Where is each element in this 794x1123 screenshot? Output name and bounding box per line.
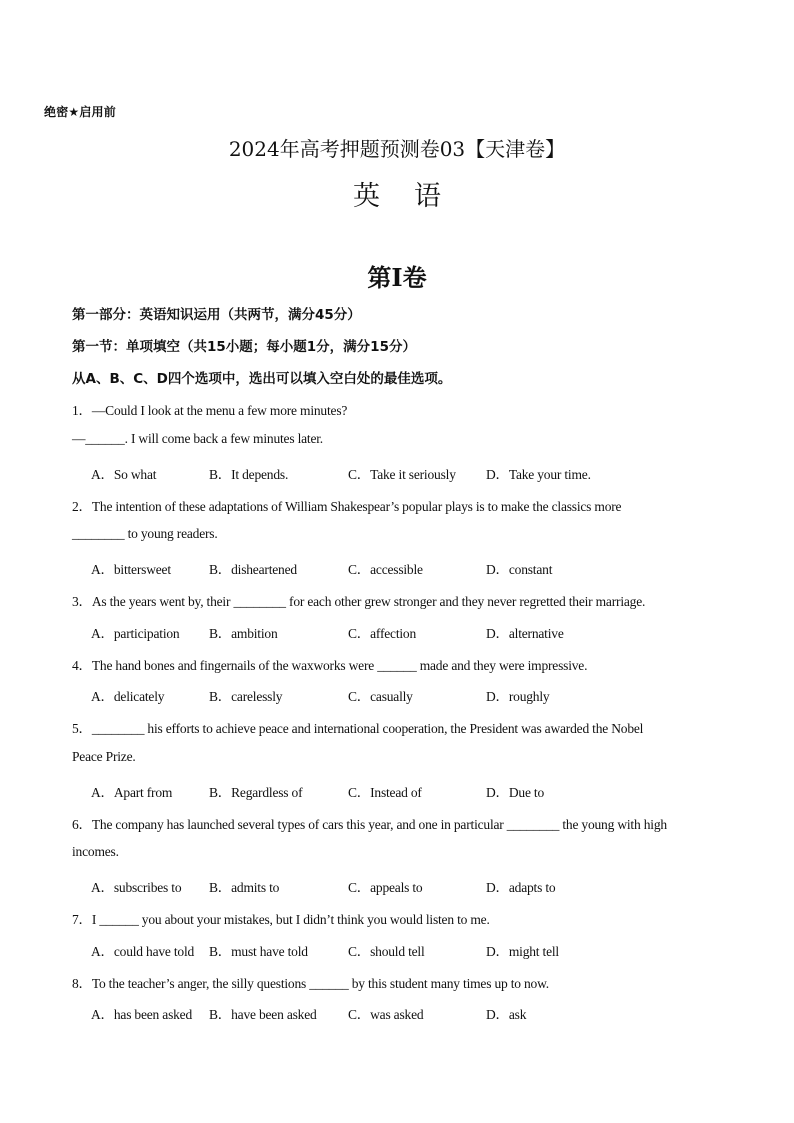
option-b: B．Regardless of — [209, 785, 303, 800]
question-3-options — [91, 622, 731, 642]
option-d: D．ask — [486, 1007, 527, 1022]
option-b: B．admits to — [209, 880, 280, 895]
option-d: D．Due to — [486, 785, 545, 800]
question-1-text-cont: —______. I will come back a few minutes later. — [72, 431, 323, 446]
option-b: B．ambition — [209, 626, 278, 641]
option-b: B．carelessly — [209, 689, 283, 704]
option-b: B．disheartened — [209, 562, 297, 577]
subject-char: 语 — [414, 181, 441, 212]
option-a: A．has been asked — [91, 1007, 193, 1022]
question-2-text-cont: ________ to young readers. — [72, 526, 218, 541]
option-b: B．It depends. — [209, 467, 289, 482]
option-c: C．was asked — [348, 1007, 424, 1022]
option-c: C．Instead of — [348, 785, 422, 800]
volume-title: 第I卷 — [367, 263, 427, 292]
section-heading: 第一节：单项填空（共15小题；每小题1分，满分15分） — [72, 339, 416, 355]
option-a: A．bittersweet — [91, 562, 171, 577]
option-d: D．constant — [486, 562, 553, 577]
question-5-text: 5．________ his efforts to achieve peace and international cooperation, the President was awarded the Nobel — [72, 721, 644, 736]
question-4-text: 4．The hand bones and fingernails of the waxworks were ______ made and they were impressive. — [72, 658, 588, 673]
subject-title — [0, 174, 794, 213]
part-heading: 第一部分：英语知识运用（共两节，满分45分） — [72, 307, 361, 323]
option-a: A．So what — [91, 467, 157, 482]
option-c: C．casually — [348, 689, 413, 704]
option-b: B．must have told — [209, 944, 308, 959]
option-c: C．Take it seriously — [348, 467, 456, 482]
question-2-options — [91, 558, 731, 578]
option-c: C．appeals to — [348, 880, 423, 895]
option-d: D．roughly — [486, 689, 550, 704]
question-8-text: 8．To the teacher’s anger, the silly questions ______ by this student many times up to now. — [72, 976, 549, 991]
option-c: C．affection — [348, 626, 417, 641]
option-b: B．have been asked — [209, 1007, 317, 1022]
secret-label: 绝密★启用前 — [44, 105, 116, 119]
option-a: A．could have told — [91, 944, 195, 959]
question-7-options — [91, 940, 731, 960]
question-7-text: 7．I ______ you about your mistakes, but I didn’t think you would listen to me. — [72, 912, 490, 927]
question-6-options — [91, 876, 731, 896]
option-a: A．Apart from — [91, 785, 173, 800]
question-4-options — [91, 685, 731, 705]
option-d: D．adapts to — [486, 880, 556, 895]
subject-char: 英 — [353, 181, 380, 212]
option-a: A．delicately — [91, 689, 165, 704]
question-1-options — [91, 463, 731, 483]
option-d: D．alternative — [486, 626, 564, 641]
option-d: D．might tell — [486, 944, 559, 959]
option-c: C．accessible — [348, 562, 423, 577]
question-2-text: 2．The intention of these adaptations of William Shakespear’s popular plays is to make the classics more — [72, 499, 622, 514]
option-a: A．participation — [91, 626, 180, 641]
instruction-text: 从A、B、C、D四个选项中，选出可以填入空白处的最佳选项。 — [72, 371, 452, 387]
question-3-text: 3．As the years went by, their ________ for each other grew stronger and they never regretted their marriage. — [72, 594, 646, 609]
question-6-text: 6．The company has launched several types of cars this year, and one in particular ________ the young with high — [72, 817, 667, 832]
option-c: C．should tell — [348, 944, 425, 959]
question-1-text: 1．—Could I look at the menu a few more minutes? — [72, 403, 348, 418]
option-d: D．Take your time. — [486, 467, 591, 482]
option-a: A．subscribes to — [91, 880, 182, 895]
question-8-options — [91, 1003, 731, 1023]
question-5-options — [91, 781, 731, 801]
question-5-text-cont: Peace Prize. — [72, 749, 136, 764]
question-6-text-cont: incomes. — [72, 844, 119, 859]
exam-title: 2024年高考押题预测卷03【天津卷】 — [228, 137, 566, 161]
